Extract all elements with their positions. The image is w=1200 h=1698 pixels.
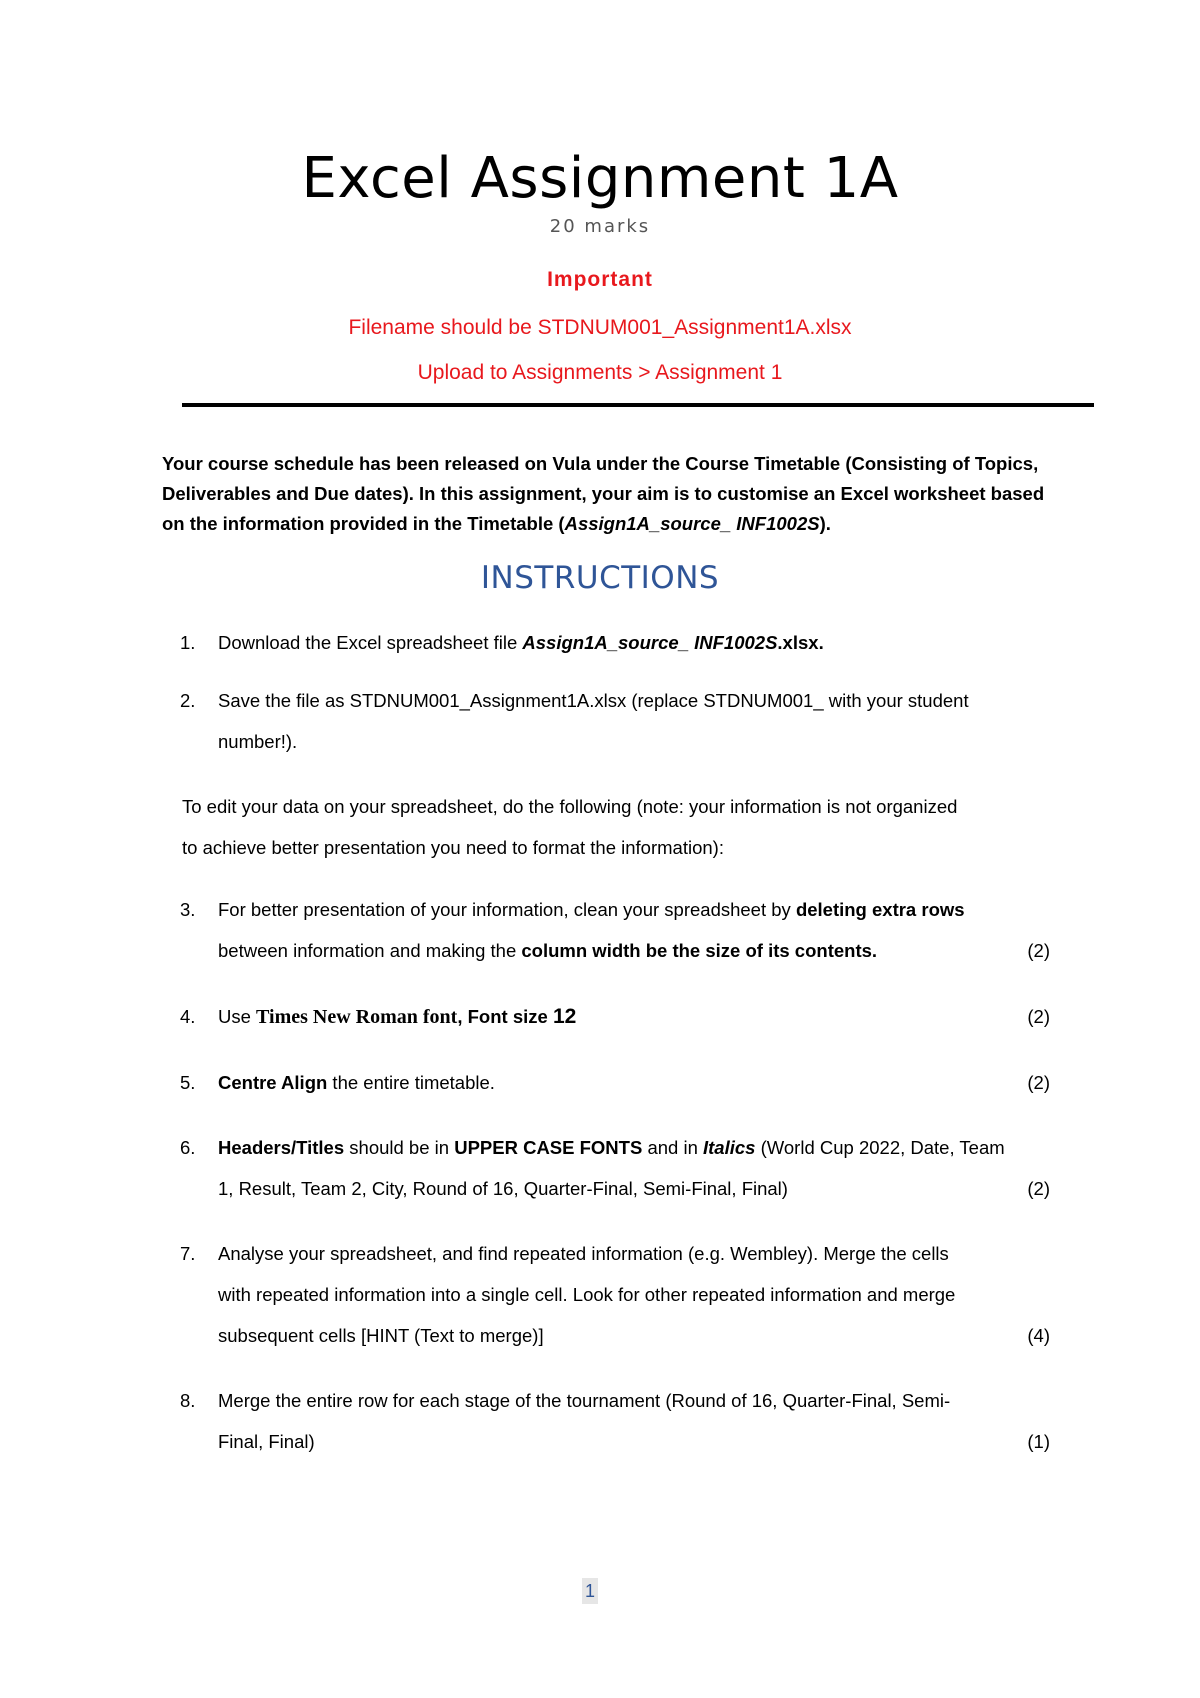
item-marks: (2) [1027,940,1050,961]
item-number: 1. [180,632,196,653]
item-number: 2. [180,690,196,711]
item-text [218,1062,1050,1103]
item-number: 6. [180,1137,196,1158]
item-text [218,1127,1050,1209]
item-6-mid1: should be in [344,1137,455,1158]
item-text [218,622,1050,663]
intro-paragraph [162,449,1062,539]
item-text [218,1380,1050,1462]
instruction-item-2 [180,680,1050,762]
item-2-line2: number!). [218,731,298,752]
item-2-line1: Save the file as STDNUM001_Assignment1A.xlsx (replace STDNUM001_ with your student [218,690,969,711]
item-number: 7. [180,1243,196,1264]
intro-text: Your course schedule has been released on Vula under the Course Timetable (Consisting of Topics, Deliverables and Due dates). In this assignment, your aim is to customise an Excel worksheet based on the information provided in the Timetable ( [162,453,1045,534]
item-4-size: 12 [552,1005,577,1028]
instruction-item-3 [180,889,1050,971]
document-title: Excel Assignment 1A [301,146,899,211]
para-line2: to achieve better presentation you need to format the information): [182,837,724,858]
item-number: 4. [180,1006,196,1027]
important-label: Important [547,268,653,291]
item-marks: (1) [1027,1431,1050,1452]
item-6-italic: Italics [703,1137,756,1158]
marks-subtitle: 20 marks [549,216,651,237]
item-marks: (2) [1027,1006,1050,1027]
intro-text-end: ). [819,513,831,534]
item-text [218,889,1050,971]
page-number: 1 [582,1578,598,1604]
instruction-item-7 [180,1233,1050,1356]
item-3-pre: For better presentation of your information, clean your spreadsheet by [218,899,796,920]
item-6-bold2: UPPER CASE FONTS [454,1137,643,1158]
item-7-line2: with repeated information into a single cell. Look for other repeated information and merge [218,1284,956,1305]
upload-note: Upload to Assignments > Assignment 1 [417,361,783,384]
instruction-item-6 [180,1127,1050,1209]
item-marks: (2) [1027,1072,1050,1093]
intro-source-name: Assign1A_source_ INF1002S [564,513,820,534]
item-4-font-name: Times New Roman font [256,1006,458,1028]
item-4-pre: Use [218,1006,257,1027]
item-6-line2: 1, Result, Team 2, City, Round of 16, Quarter-Final, Semi-Final, Final) [218,1178,788,1199]
filename-note: Filename should be STDNUM001_Assignment1A.xlsx [348,316,852,339]
instructions-heading: INSTRUCTIONS [480,560,720,596]
item-number: 8. [180,1390,196,1411]
item-7-line3: subsequent cells [HINT (Text to merge)] [218,1325,544,1346]
instruction-item-8 [180,1380,1050,1462]
item-6-mid2: and in [642,1137,703,1158]
item-text [218,680,1050,762]
item-marks: (4) [1027,1325,1050,1346]
item-3-line2: between information and making the [218,940,522,961]
item-text [218,996,1050,1038]
item-marks: (2) [1027,1178,1050,1199]
item-3-bold2: column width be the size of its contents. [521,940,878,961]
item-8-line1: Merge the entire row for each stage of the tournament (Round of 16, Quarter-Final, Semi- [218,1390,951,1411]
item-number: 3. [180,899,196,920]
para-line1: To edit your data on your spreadsheet, do the following (note: your information is not organized [182,796,958,817]
item-4-size-label: , Font size [457,1006,553,1027]
edit-instructions-paragraph [182,786,1052,868]
item-7-line1: Analyse your spreadsheet, and find repeated information (e.g. Wembley). Merge the cells [218,1243,949,1264]
item-number: 5. [180,1072,196,1093]
item-1-pre: Download the Excel spreadsheet file [218,632,523,653]
item-8-line2: Final, Final) [218,1431,315,1452]
horizontal-rule [182,403,1094,407]
item-1-ext: .xlsx. [777,632,824,653]
item-6-bold1: Headers/Titles [218,1137,345,1158]
item-3-bold1: deleting extra rows [795,899,965,920]
item-5-bold: Centre Align [218,1072,328,1093]
item-5-rest: the entire timetable. [327,1072,495,1093]
item-1-file: Assign1A_source_ INF1002S [522,632,778,653]
item-6-rest: (World Cup 2022, Date, Team [755,1137,1005,1158]
item-text [218,1233,1050,1356]
